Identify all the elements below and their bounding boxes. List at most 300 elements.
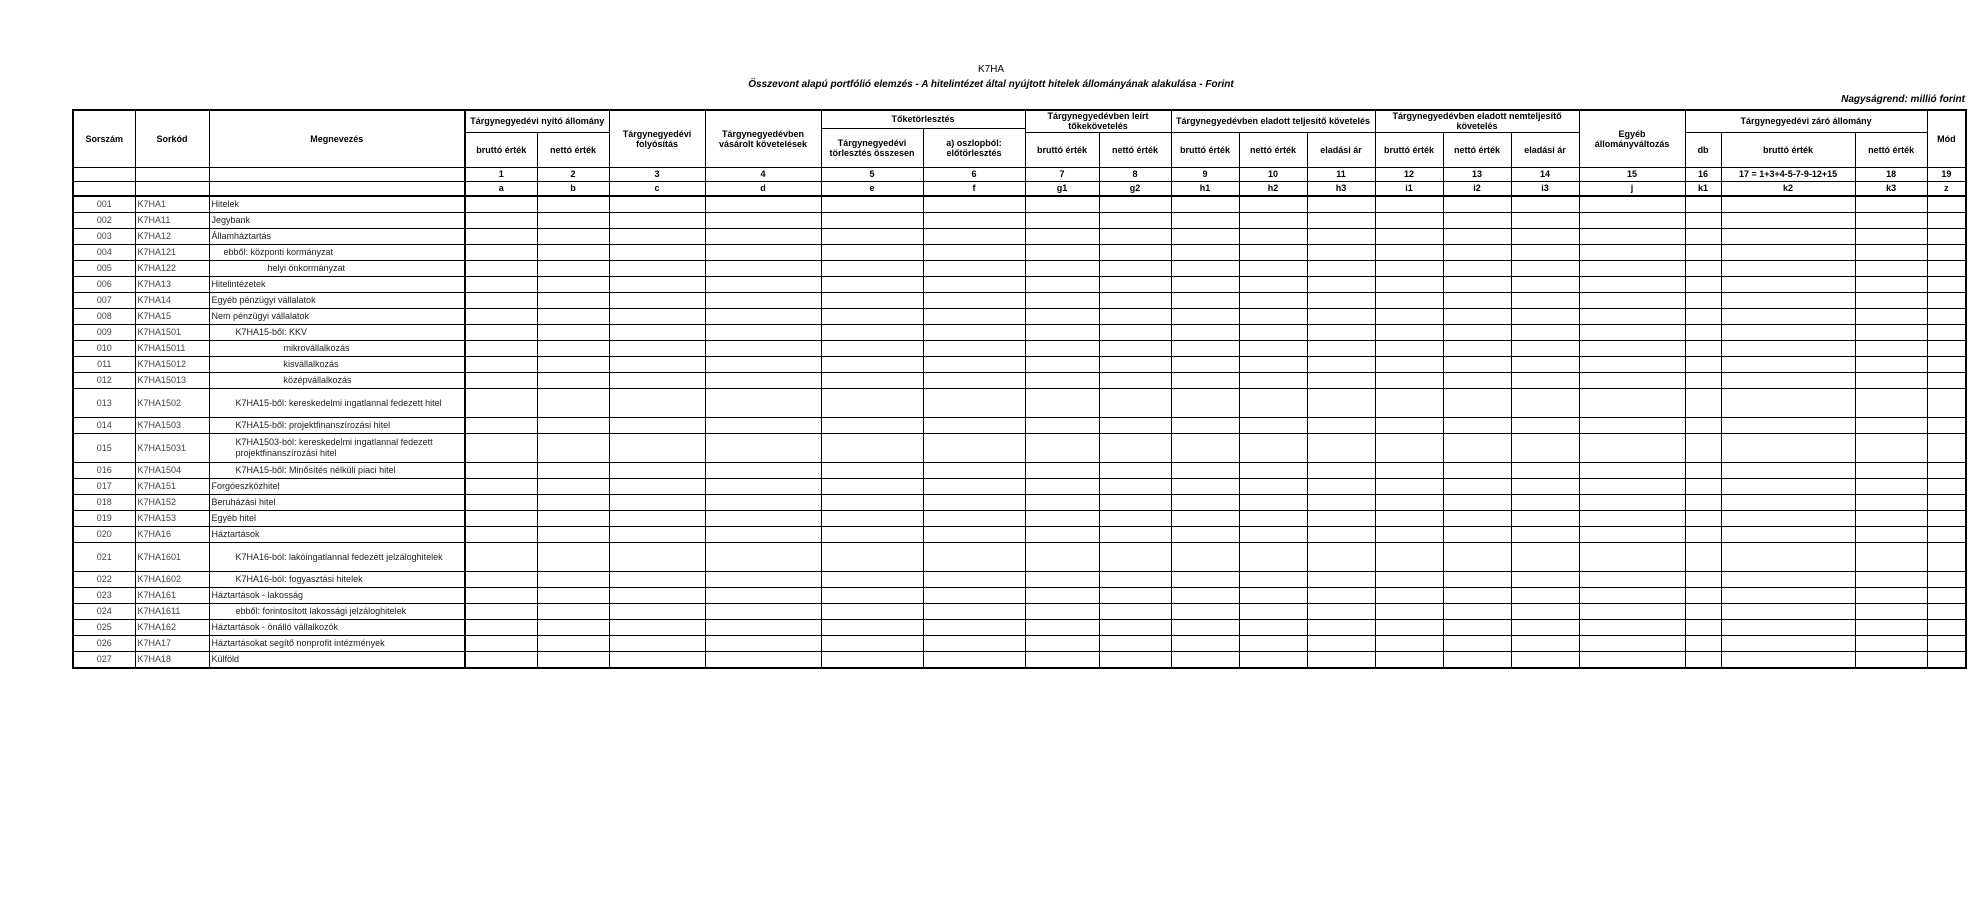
- data-cell[interactable]: [705, 587, 821, 603]
- data-cell[interactable]: [1927, 603, 1966, 619]
- data-cell[interactable]: [465, 603, 537, 619]
- data-cell[interactable]: [705, 462, 821, 478]
- data-cell[interactable]: [923, 372, 1025, 388]
- data-cell[interactable]: [1511, 388, 1579, 417]
- data-cell[interactable]: [1375, 651, 1443, 668]
- data-cell[interactable]: [1171, 308, 1239, 324]
- data-cell[interactable]: [1855, 651, 1927, 668]
- data-cell[interactable]: [1375, 260, 1443, 276]
- data-cell[interactable]: [1579, 417, 1685, 433]
- data-cell[interactable]: [705, 542, 821, 571]
- data-cell[interactable]: [821, 340, 923, 356]
- data-cell[interactable]: [537, 542, 609, 571]
- data-cell[interactable]: [1511, 478, 1579, 494]
- data-cell[interactable]: [1307, 324, 1375, 340]
- data-cell[interactable]: [537, 526, 609, 542]
- data-cell[interactable]: [1685, 292, 1721, 308]
- data-cell[interactable]: [705, 603, 821, 619]
- data-cell[interactable]: [1171, 542, 1239, 571]
- data-cell[interactable]: [1171, 372, 1239, 388]
- data-cell[interactable]: [1239, 542, 1307, 571]
- data-cell[interactable]: [609, 433, 705, 462]
- data-cell[interactable]: [465, 356, 537, 372]
- data-cell[interactable]: [537, 228, 609, 244]
- data-cell[interactable]: [465, 651, 537, 668]
- data-cell[interactable]: [1099, 324, 1171, 340]
- data-cell[interactable]: [1307, 212, 1375, 228]
- data-cell[interactable]: [1855, 462, 1927, 478]
- data-cell[interactable]: [1307, 603, 1375, 619]
- data-cell[interactable]: [1579, 494, 1685, 510]
- data-cell[interactable]: [705, 526, 821, 542]
- data-cell[interactable]: [1511, 635, 1579, 651]
- data-cell[interactable]: [923, 388, 1025, 417]
- data-cell[interactable]: [1685, 587, 1721, 603]
- data-cell[interactable]: [1685, 433, 1721, 462]
- data-cell[interactable]: [1239, 292, 1307, 308]
- data-cell[interactable]: [465, 526, 537, 542]
- data-cell[interactable]: [1855, 542, 1927, 571]
- data-cell[interactable]: [1239, 417, 1307, 433]
- data-cell[interactable]: [1375, 372, 1443, 388]
- data-cell[interactable]: [1239, 212, 1307, 228]
- data-cell[interactable]: [1443, 340, 1511, 356]
- data-cell[interactable]: [1511, 324, 1579, 340]
- data-cell[interactable]: [609, 478, 705, 494]
- data-cell[interactable]: [1927, 462, 1966, 478]
- data-cell[interactable]: [1171, 571, 1239, 587]
- data-cell[interactable]: [1239, 260, 1307, 276]
- data-cell[interactable]: [1171, 340, 1239, 356]
- data-cell[interactable]: [1443, 356, 1511, 372]
- data-cell[interactable]: [1511, 651, 1579, 668]
- data-cell[interactable]: [1171, 478, 1239, 494]
- data-cell[interactable]: [465, 324, 537, 340]
- data-cell[interactable]: [1171, 462, 1239, 478]
- data-cell[interactable]: [1443, 228, 1511, 244]
- data-cell[interactable]: [1927, 276, 1966, 292]
- data-cell[interactable]: [537, 340, 609, 356]
- data-cell[interactable]: [1721, 571, 1855, 587]
- data-cell[interactable]: [1025, 603, 1099, 619]
- data-cell[interactable]: [1239, 340, 1307, 356]
- data-cell[interactable]: [1099, 196, 1171, 213]
- data-cell[interactable]: [1171, 417, 1239, 433]
- data-cell[interactable]: [923, 571, 1025, 587]
- data-cell[interactable]: [1855, 417, 1927, 433]
- data-cell[interactable]: [465, 635, 537, 651]
- data-cell[interactable]: [1307, 196, 1375, 213]
- data-cell[interactable]: [537, 308, 609, 324]
- data-cell[interactable]: [465, 260, 537, 276]
- data-cell[interactable]: [1721, 372, 1855, 388]
- data-cell[interactable]: [1375, 212, 1443, 228]
- data-cell[interactable]: [1579, 587, 1685, 603]
- data-cell[interactable]: [1721, 433, 1855, 462]
- data-cell[interactable]: [1579, 196, 1685, 213]
- data-cell[interactable]: [1099, 619, 1171, 635]
- data-cell[interactable]: [1025, 494, 1099, 510]
- data-cell[interactable]: [609, 212, 705, 228]
- data-cell[interactable]: [1443, 587, 1511, 603]
- data-cell[interactable]: [1025, 308, 1099, 324]
- data-cell[interactable]: [821, 388, 923, 417]
- data-cell[interactable]: [1171, 260, 1239, 276]
- data-cell[interactable]: [465, 478, 537, 494]
- data-cell[interactable]: [1171, 388, 1239, 417]
- data-cell[interactable]: [705, 619, 821, 635]
- data-cell[interactable]: [1579, 478, 1685, 494]
- data-cell[interactable]: [821, 494, 923, 510]
- data-cell[interactable]: [1099, 356, 1171, 372]
- data-cell[interactable]: [705, 478, 821, 494]
- data-cell[interactable]: [1099, 587, 1171, 603]
- data-cell[interactable]: [1721, 494, 1855, 510]
- data-cell[interactable]: [1721, 196, 1855, 213]
- data-cell[interactable]: [1239, 603, 1307, 619]
- data-cell[interactable]: [1579, 603, 1685, 619]
- data-cell[interactable]: [609, 244, 705, 260]
- data-cell[interactable]: [705, 244, 821, 260]
- data-cell[interactable]: [1025, 196, 1099, 213]
- data-cell[interactable]: [1171, 324, 1239, 340]
- data-cell[interactable]: [1511, 308, 1579, 324]
- data-cell[interactable]: [1927, 587, 1966, 603]
- data-cell[interactable]: [1511, 433, 1579, 462]
- data-cell[interactable]: [1511, 196, 1579, 213]
- data-cell[interactable]: [923, 526, 1025, 542]
- data-cell[interactable]: [821, 510, 923, 526]
- data-cell[interactable]: [609, 587, 705, 603]
- data-cell[interactable]: [609, 372, 705, 388]
- data-cell[interactable]: [1685, 603, 1721, 619]
- data-cell[interactable]: [1375, 340, 1443, 356]
- data-cell[interactable]: [537, 372, 609, 388]
- data-cell[interactable]: [1443, 388, 1511, 417]
- data-cell[interactable]: [1099, 212, 1171, 228]
- data-cell[interactable]: [1307, 619, 1375, 635]
- data-cell[interactable]: [609, 651, 705, 668]
- data-cell[interactable]: [1375, 244, 1443, 260]
- data-cell[interactable]: [1307, 635, 1375, 651]
- data-cell[interactable]: [1927, 212, 1966, 228]
- data-cell[interactable]: [1171, 228, 1239, 244]
- data-cell[interactable]: [1927, 356, 1966, 372]
- data-cell[interactable]: [1239, 228, 1307, 244]
- data-cell[interactable]: [1099, 478, 1171, 494]
- data-cell[interactable]: [821, 244, 923, 260]
- data-cell[interactable]: [1579, 260, 1685, 276]
- data-cell[interactable]: [923, 433, 1025, 462]
- data-cell[interactable]: [821, 635, 923, 651]
- data-cell[interactable]: [1721, 542, 1855, 571]
- data-cell[interactable]: [465, 340, 537, 356]
- data-cell[interactable]: [537, 494, 609, 510]
- data-cell[interactable]: [1307, 462, 1375, 478]
- data-cell[interactable]: [1685, 308, 1721, 324]
- data-cell[interactable]: [1375, 603, 1443, 619]
- data-cell[interactable]: [1171, 619, 1239, 635]
- data-cell[interactable]: [1685, 260, 1721, 276]
- data-cell[interactable]: [1375, 388, 1443, 417]
- data-cell[interactable]: [1099, 276, 1171, 292]
- data-cell[interactable]: [1685, 542, 1721, 571]
- data-cell[interactable]: [1511, 619, 1579, 635]
- data-cell[interactable]: [821, 462, 923, 478]
- data-cell[interactable]: [1171, 276, 1239, 292]
- data-cell[interactable]: [1855, 324, 1927, 340]
- data-cell[interactable]: [1855, 244, 1927, 260]
- data-cell[interactable]: [1511, 292, 1579, 308]
- data-cell[interactable]: [1025, 462, 1099, 478]
- data-cell[interactable]: [821, 526, 923, 542]
- data-cell[interactable]: [1239, 308, 1307, 324]
- data-cell[interactable]: [1927, 478, 1966, 494]
- data-cell[interactable]: [609, 292, 705, 308]
- data-cell[interactable]: [705, 212, 821, 228]
- data-cell[interactable]: [609, 635, 705, 651]
- data-cell[interactable]: [1927, 228, 1966, 244]
- data-cell[interactable]: [923, 603, 1025, 619]
- data-cell[interactable]: [537, 478, 609, 494]
- data-cell[interactable]: [1855, 433, 1927, 462]
- data-cell[interactable]: [1511, 462, 1579, 478]
- data-cell[interactable]: [821, 542, 923, 571]
- data-cell[interactable]: [1443, 619, 1511, 635]
- data-cell[interactable]: [1443, 571, 1511, 587]
- data-cell[interactable]: [1443, 260, 1511, 276]
- data-cell[interactable]: [1511, 494, 1579, 510]
- data-cell[interactable]: [1579, 510, 1685, 526]
- data-cell[interactable]: [537, 433, 609, 462]
- data-cell[interactable]: [1855, 308, 1927, 324]
- data-cell[interactable]: [1307, 417, 1375, 433]
- data-cell[interactable]: [1171, 603, 1239, 619]
- data-cell[interactable]: [1171, 356, 1239, 372]
- data-cell[interactable]: [1239, 526, 1307, 542]
- data-cell[interactable]: [1099, 635, 1171, 651]
- data-cell[interactable]: [1927, 308, 1966, 324]
- data-cell[interactable]: [1579, 244, 1685, 260]
- data-cell[interactable]: [465, 308, 537, 324]
- data-cell[interactable]: [923, 324, 1025, 340]
- data-cell[interactable]: [1511, 571, 1579, 587]
- data-cell[interactable]: [1375, 526, 1443, 542]
- data-cell[interactable]: [1579, 276, 1685, 292]
- data-cell[interactable]: [1375, 571, 1443, 587]
- data-cell[interactable]: [705, 356, 821, 372]
- data-cell[interactable]: [1927, 417, 1966, 433]
- data-cell[interactable]: [821, 260, 923, 276]
- data-cell[interactable]: [1927, 340, 1966, 356]
- data-cell[interactable]: [609, 276, 705, 292]
- data-cell[interactable]: [1721, 510, 1855, 526]
- data-cell[interactable]: [821, 372, 923, 388]
- data-cell[interactable]: [923, 308, 1025, 324]
- data-cell[interactable]: [537, 244, 609, 260]
- data-cell[interactable]: [1171, 244, 1239, 260]
- data-cell[interactable]: [705, 276, 821, 292]
- data-cell[interactable]: [537, 619, 609, 635]
- data-cell[interactable]: [609, 526, 705, 542]
- data-cell[interactable]: [1099, 603, 1171, 619]
- data-cell[interactable]: [1307, 292, 1375, 308]
- data-cell[interactable]: [1375, 462, 1443, 478]
- data-cell[interactable]: [1511, 417, 1579, 433]
- data-cell[interactable]: [1927, 433, 1966, 462]
- data-cell[interactable]: [1025, 651, 1099, 668]
- data-cell[interactable]: [1025, 260, 1099, 276]
- data-cell[interactable]: [1375, 228, 1443, 244]
- data-cell[interactable]: [1927, 619, 1966, 635]
- data-cell[interactable]: [1099, 228, 1171, 244]
- data-cell[interactable]: [537, 571, 609, 587]
- data-cell[interactable]: [1721, 651, 1855, 668]
- data-cell[interactable]: [705, 494, 821, 510]
- data-cell[interactable]: [609, 603, 705, 619]
- data-cell[interactable]: [609, 308, 705, 324]
- data-cell[interactable]: [1025, 571, 1099, 587]
- data-cell[interactable]: [1099, 462, 1171, 478]
- data-cell[interactable]: [1721, 356, 1855, 372]
- data-cell[interactable]: [1171, 212, 1239, 228]
- data-cell[interactable]: [923, 260, 1025, 276]
- data-cell[interactable]: [1855, 571, 1927, 587]
- data-cell[interactable]: [1443, 324, 1511, 340]
- data-cell[interactable]: [1375, 542, 1443, 571]
- data-cell[interactable]: [465, 196, 537, 213]
- data-cell[interactable]: [1239, 244, 1307, 260]
- data-cell[interactable]: [1721, 212, 1855, 228]
- data-cell[interactable]: [1239, 433, 1307, 462]
- data-cell[interactable]: [1579, 388, 1685, 417]
- data-cell[interactable]: [1721, 276, 1855, 292]
- data-cell[interactable]: [1375, 308, 1443, 324]
- data-cell[interactable]: [537, 603, 609, 619]
- data-cell[interactable]: [465, 276, 537, 292]
- data-cell[interactable]: [1239, 372, 1307, 388]
- data-cell[interactable]: [1685, 340, 1721, 356]
- data-cell[interactable]: [1443, 417, 1511, 433]
- data-cell[interactable]: [465, 619, 537, 635]
- data-cell[interactable]: [1443, 494, 1511, 510]
- data-cell[interactable]: [1511, 510, 1579, 526]
- data-cell[interactable]: [1375, 292, 1443, 308]
- data-cell[interactable]: [609, 571, 705, 587]
- data-cell[interactable]: [1685, 324, 1721, 340]
- data-cell[interactable]: [923, 462, 1025, 478]
- data-cell[interactable]: [1307, 478, 1375, 494]
- data-cell[interactable]: [1239, 388, 1307, 417]
- data-cell[interactable]: [465, 292, 537, 308]
- data-cell[interactable]: [465, 571, 537, 587]
- data-cell[interactable]: [1511, 372, 1579, 388]
- data-cell[interactable]: [1579, 433, 1685, 462]
- data-cell[interactable]: [923, 212, 1025, 228]
- data-cell[interactable]: [1511, 542, 1579, 571]
- data-cell[interactable]: [1025, 372, 1099, 388]
- data-cell[interactable]: [1099, 526, 1171, 542]
- data-cell[interactable]: [923, 276, 1025, 292]
- data-cell[interactable]: [1025, 276, 1099, 292]
- data-cell[interactable]: [705, 228, 821, 244]
- data-cell[interactable]: [1025, 324, 1099, 340]
- data-cell[interactable]: [1685, 196, 1721, 213]
- data-cell[interactable]: [923, 196, 1025, 213]
- data-cell[interactable]: [1239, 478, 1307, 494]
- data-cell[interactable]: [1443, 276, 1511, 292]
- data-cell[interactable]: [1855, 228, 1927, 244]
- data-cell[interactable]: [705, 433, 821, 462]
- data-cell[interactable]: [1721, 417, 1855, 433]
- data-cell[interactable]: [1927, 635, 1966, 651]
- data-cell[interactable]: [1721, 388, 1855, 417]
- data-cell[interactable]: [923, 292, 1025, 308]
- data-cell[interactable]: [1855, 635, 1927, 651]
- data-cell[interactable]: [1171, 494, 1239, 510]
- data-cell[interactable]: [1171, 510, 1239, 526]
- data-cell[interactable]: [465, 433, 537, 462]
- data-cell[interactable]: [1025, 510, 1099, 526]
- data-cell[interactable]: [1721, 478, 1855, 494]
- data-cell[interactable]: [1025, 542, 1099, 571]
- data-cell[interactable]: [465, 494, 537, 510]
- data-cell[interactable]: [1579, 356, 1685, 372]
- data-cell[interactable]: [1685, 526, 1721, 542]
- data-cell[interactable]: [1025, 433, 1099, 462]
- data-cell[interactable]: [1025, 292, 1099, 308]
- data-cell[interactable]: [821, 603, 923, 619]
- data-cell[interactable]: [1375, 635, 1443, 651]
- data-cell[interactable]: [1927, 571, 1966, 587]
- data-cell[interactable]: [821, 196, 923, 213]
- data-cell[interactable]: [1171, 196, 1239, 213]
- data-cell[interactable]: [1721, 244, 1855, 260]
- data-cell[interactable]: [1239, 587, 1307, 603]
- data-cell[interactable]: [1927, 372, 1966, 388]
- data-cell[interactable]: [1375, 324, 1443, 340]
- data-cell[interactable]: [1025, 417, 1099, 433]
- data-cell[interactable]: [1099, 510, 1171, 526]
- data-cell[interactable]: [1511, 244, 1579, 260]
- data-cell[interactable]: [1855, 276, 1927, 292]
- data-cell[interactable]: [1307, 340, 1375, 356]
- data-cell[interactable]: [1099, 388, 1171, 417]
- data-cell[interactable]: [705, 635, 821, 651]
- data-cell[interactable]: [1025, 526, 1099, 542]
- data-cell[interactable]: [1025, 388, 1099, 417]
- data-cell[interactable]: [705, 571, 821, 587]
- data-cell[interactable]: [1855, 388, 1927, 417]
- data-cell[interactable]: [537, 587, 609, 603]
- data-cell[interactable]: [1099, 308, 1171, 324]
- data-cell[interactable]: [1375, 478, 1443, 494]
- data-cell[interactable]: [1579, 651, 1685, 668]
- data-cell[interactable]: [923, 417, 1025, 433]
- data-cell[interactable]: [1721, 462, 1855, 478]
- data-cell[interactable]: [1307, 494, 1375, 510]
- data-cell[interactable]: [1855, 292, 1927, 308]
- data-cell[interactable]: [1239, 510, 1307, 526]
- data-cell[interactable]: [1025, 340, 1099, 356]
- data-cell[interactable]: [1307, 244, 1375, 260]
- data-cell[interactable]: [923, 228, 1025, 244]
- data-cell[interactable]: [465, 462, 537, 478]
- data-cell[interactable]: [705, 340, 821, 356]
- data-cell[interactable]: [923, 542, 1025, 571]
- data-cell[interactable]: [537, 388, 609, 417]
- data-cell[interactable]: [1443, 212, 1511, 228]
